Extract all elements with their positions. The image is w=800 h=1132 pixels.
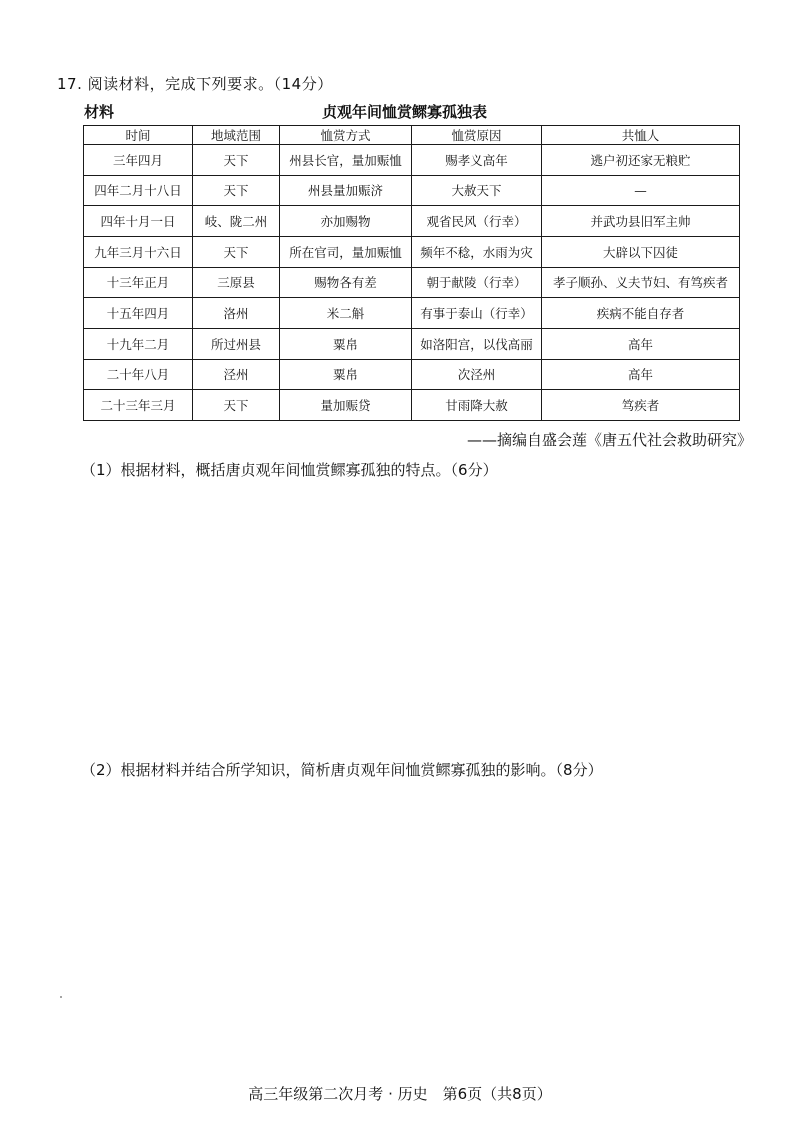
cell-region: 天下 bbox=[193, 145, 280, 176]
cell-recipients: 疾病不能自存者 bbox=[542, 298, 740, 329]
cell-time: 二十年八月 bbox=[84, 359, 193, 390]
source-citation: ——摘编自盛会莲《唐五代社会救助研究》 bbox=[466, 431, 752, 449]
cell-reason: 有事于泰山（行幸） bbox=[412, 298, 542, 329]
cell-method: 粟帛 bbox=[280, 359, 412, 390]
sub-question-1: （1）根据材料，概括唐贞观年间恤赏鳏寡孤独的特点。（6分） bbox=[81, 461, 498, 479]
cell-region: 洛州 bbox=[193, 298, 280, 329]
cell-region: 天下 bbox=[193, 390, 280, 421]
table-title: 贞观年间恤赏鳏寡孤独表 bbox=[322, 103, 488, 121]
cell-recipients: 高年 bbox=[542, 359, 740, 390]
cell-region: 天下 bbox=[193, 175, 280, 206]
question-title: 17. 阅读材料，完成下列要求。（14分） bbox=[57, 75, 333, 93]
cell-time: 十三年正月 bbox=[84, 267, 193, 298]
cell-reason: 赐孝义高年 bbox=[412, 145, 542, 176]
cell-time: 四年十月一日 bbox=[84, 206, 193, 237]
cell-region: 天下 bbox=[193, 236, 280, 267]
cell-time: 二十三年三月 bbox=[84, 390, 193, 421]
cell-region: 三原县 bbox=[193, 267, 280, 298]
table-row bbox=[84, 175, 740, 206]
cell-reason: 甘雨降大赦 bbox=[412, 390, 542, 421]
table-row bbox=[84, 298, 740, 329]
cell-recipients: — bbox=[542, 175, 740, 206]
page-footer: 高三年级第二次月考 · 历史 第6页（共8页） bbox=[248, 1085, 552, 1103]
cell-time: 十九年二月 bbox=[84, 328, 193, 359]
table-header-row bbox=[84, 126, 740, 145]
cell-method: 亦加赐物 bbox=[280, 206, 412, 237]
table-row bbox=[84, 267, 740, 298]
table-row bbox=[84, 328, 740, 359]
cell-region: 泾州 bbox=[193, 359, 280, 390]
cell-time: 四年二月十八日 bbox=[84, 175, 193, 206]
cell-region: 所过州县 bbox=[193, 328, 280, 359]
sub-question-2: （2）根据材料并结合所学知识，简析唐贞观年间恤赏鳏寡孤独的影响。（8分） bbox=[81, 761, 603, 779]
cell-method: 州县量加赈济 bbox=[280, 175, 412, 206]
table-row bbox=[84, 236, 740, 267]
table-row bbox=[84, 390, 740, 421]
cell-region: 岐、陇二州 bbox=[193, 206, 280, 237]
header-time: 时间 bbox=[84, 126, 193, 145]
cell-method: 量加赈贷 bbox=[280, 390, 412, 421]
cell-recipients: 大辟以下囚徒 bbox=[542, 236, 740, 267]
cell-method: 州县长官，量加赈恤 bbox=[280, 145, 412, 176]
material-label: 材料 bbox=[84, 103, 115, 121]
table-row bbox=[84, 145, 740, 176]
cell-recipients: 高年 bbox=[542, 328, 740, 359]
header-region: 地域范围 bbox=[193, 126, 280, 145]
header-method: 恤赏方式 bbox=[280, 126, 412, 145]
table-row bbox=[84, 359, 740, 390]
cell-recipients: 孝子顺孙、义夫节妇、有笃疾者 bbox=[542, 267, 740, 298]
cell-recipients: 笃疾者 bbox=[542, 390, 740, 421]
table-header bbox=[84, 126, 740, 145]
cell-reason: 朝于献陵（行幸） bbox=[412, 267, 542, 298]
cell-reason: 观省民风（行幸） bbox=[412, 206, 542, 237]
cell-recipients: 并武功县旧军主帅 bbox=[542, 206, 740, 237]
cell-method: 米二斛 bbox=[280, 298, 412, 329]
cell-time: 十五年四月 bbox=[84, 298, 193, 329]
cell-reason: 次泾州 bbox=[412, 359, 542, 390]
cell-method: 粟帛 bbox=[280, 328, 412, 359]
header-recipients: 共恤人 bbox=[542, 126, 740, 145]
relief-table bbox=[83, 125, 740, 421]
cell-time: 九年三月十六日 bbox=[84, 236, 193, 267]
cell-recipients: 逃户初还家无粮贮 bbox=[542, 145, 740, 176]
cell-reason: 如洛阳宫，以伐高丽 bbox=[412, 328, 542, 359]
header-reason: 恤赏原因 bbox=[412, 126, 542, 145]
scan-speck bbox=[60, 996, 62, 998]
cell-reason: 频年不稔，水雨为灾 bbox=[412, 236, 542, 267]
cell-method: 所在官司，量加赈恤 bbox=[280, 236, 412, 267]
table-row bbox=[84, 206, 740, 237]
cell-reason: 大赦天下 bbox=[412, 175, 542, 206]
cell-time: 三年四月 bbox=[84, 145, 193, 176]
cell-method: 赐物各有差 bbox=[280, 267, 412, 298]
